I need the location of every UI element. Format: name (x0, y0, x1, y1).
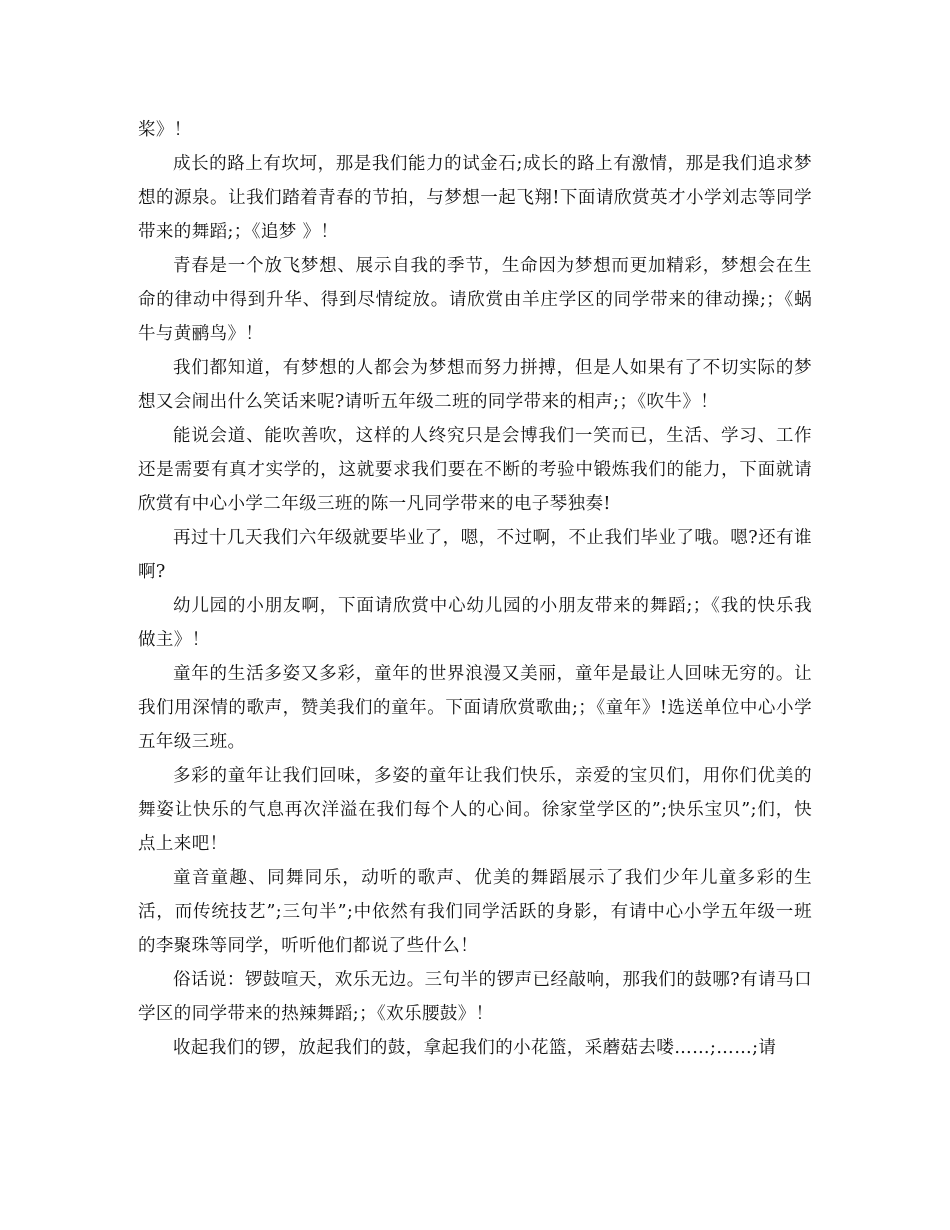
paragraph: 能说会道、能吹善吹，这样的人终究只是会博我们一笑而已，生活、学习、工作还是需要有真才实学的，这就要求我们要在不断的考验中锻炼我们的能力，下面就请欣赏有中心小学二年级三班的陈一凡同学带来的电子琴独奏! (138, 426, 812, 514)
paragraph: 童年的生活多姿又多彩，童年的世界浪漫又美丽，童年是最让人回味无穷的。让我们用深情的歌声，赞美我们的童年。下面请欣赏歌曲;；《童年》!选送单位中心小学五年级三班。 (138, 664, 812, 752)
paragraph: 青春是一个放飞梦想、展示自我的季节，生命因为梦想而更加精彩，梦想会在生命的律动中得到升华、得到尽情绽放。请欣赏由羊庄学区的同学带来的律动操;；《蜗牛与黄鹂鸟》！ (138, 256, 812, 344)
paragraph: 幼儿园的小朋友啊，下面请欣赏中心幼儿园的小朋友带来的舞蹈;；《我的快乐我做主》！ (138, 596, 812, 650)
paragraph: 收起我们的锣，放起我们的鼓，拿起我们的小花篮，采蘑菇去喽……;……;请 (173, 1038, 777, 1058)
paragraph: 俗话说：锣鼓喧天，欢乐无边。三句半的锣声已经敲响，那我们的鼓哪?有请马口学区的同学带来的热辣舞蹈;；《欢乐腰鼓》！ (138, 970, 812, 1024)
paragraph: 童音童趣、同舞同乐，动听的歌声、优美的舞蹈展示了我们少年儿童多彩的生活，而传统技艺”;三句半”;中依然有我们同学活跃的身影，有请中心小学五年级一班的李聚珠等同学，听听他们都说了些什么！ (138, 868, 812, 956)
paragraph: 再过十几天我们六年级就要毕业了，嗯，不过啊，不止我们毕业了哦。嗯?还有谁啊? (138, 528, 812, 582)
paragraph: 成长的路上有坎坷，那是我们能力的试金石;成长的路上有激情，那是我们追求梦想的源泉。让我们踏着青春的节拍，与梦想一起飞翔!下面请欣赏英才小学刘志等同学带来的舞蹈;；《追梦 》！ (138, 154, 812, 242)
paragraph: 多彩的童年让我们回味，多姿的童年让我们快乐，亲爱的宝贝们，用你们优美的舞姿让快乐的气息再次洋溢在我们每个人的心间。徐家堂学区的”;快乐宝贝”;们，快点上来吧！ (138, 766, 812, 854)
paragraph: 我们都知道，有梦想的人都会为梦想而努力拼搏，但是人如果有了不切实际的梦想又会闹出什么笑话来呢?请听五年级二班的同学带来的相声;；《吹牛》！ (138, 358, 812, 412)
document-body (138, 113, 812, 1065)
paragraph: 桨》！ (138, 120, 192, 140)
